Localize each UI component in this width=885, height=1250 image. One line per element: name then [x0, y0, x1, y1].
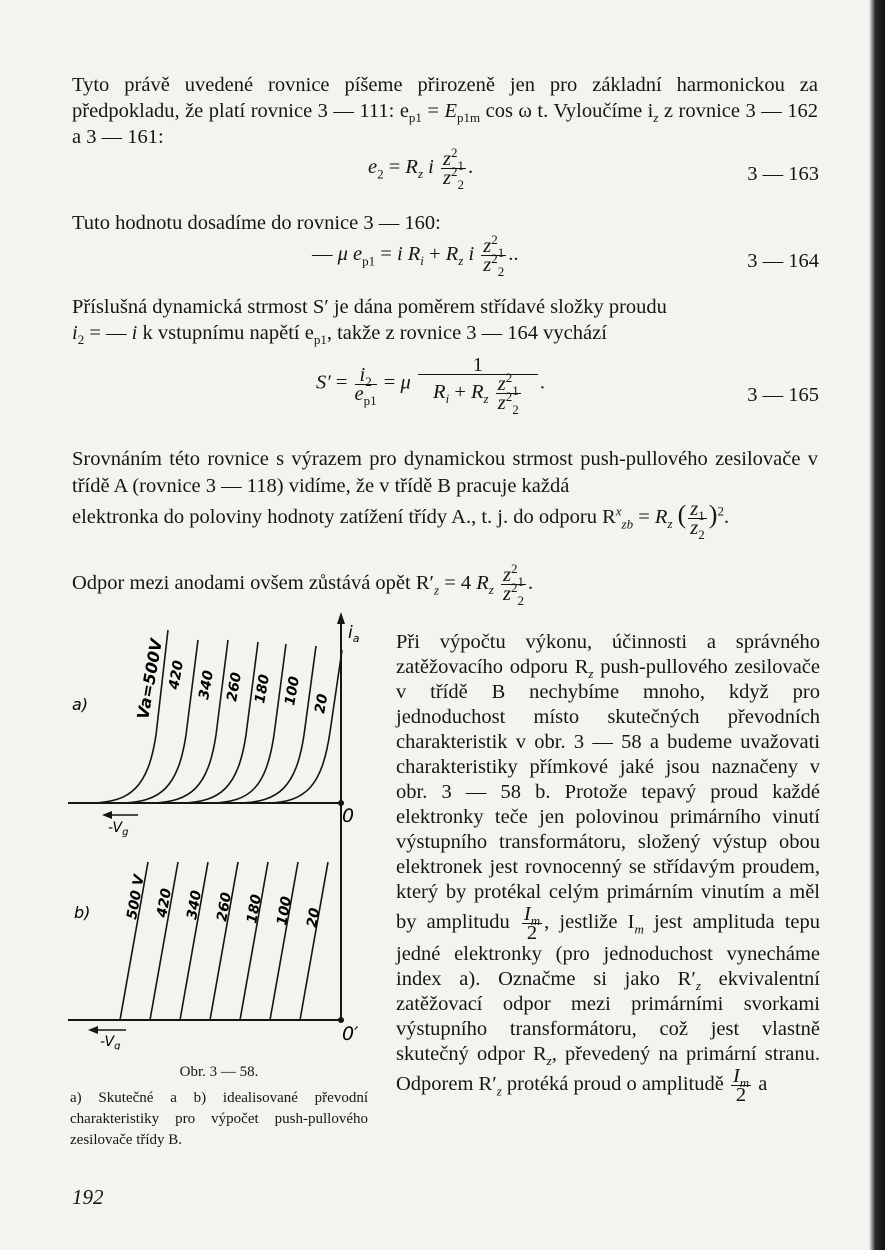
line-b-20	[300, 862, 328, 1020]
paragraph-5: Odpor mezi anodami ovšem zůstává opět $R'_z = 4$ $R_z$ $\frac{z^2_1}{z^2_2}$ .	[72, 561, 534, 609]
vg-label-b: $-V_g$	[100, 1034, 121, 1050]
equation-3-163: $e_2 = R_z$ i $\frac{z^2_1}{z^2_2}$ .	[368, 145, 474, 193]
equation-3-164: — μ $e_{p1} = i$ $R_i + R_z$ i $\frac{z^2_1}{z^2_2}$ ..	[312, 232, 519, 280]
curve-label: 20	[304, 906, 324, 929]
curve-label: 260	[214, 891, 236, 923]
page-number: 192	[72, 1185, 104, 1209]
arrow-left-icon	[88, 1026, 98, 1034]
curve-label: 100	[282, 675, 304, 707]
characteristics-figure	[60, 610, 380, 1050]
origin-label-a: 0	[342, 805, 355, 827]
right-column-text: Při výpočtu výkonu, účinnosti a správného zatěžovacího odporu $R_z$ push-pullového zesilovače v třídě B nechybíme mnoho, když pro jednoduchost místo skutečných převodních charakteristik v obr. 3 — 58 a budeme uvažovati charakteristiky přímkové jaké jsou naznačeny v obr. 3 — 58 b. Protože tepavý proud každé elektronky teče jen polovinou primárního vinutí výstupního transformátoru, složený výstup obou elektronek jest rovnocenný se střídavým proudem, který by protékal celým primárním vinutím a měl by amplitudu $\frac{I_m}{2}$ , jestliže $I_m$ jest amplituda tepu jedné elektronky (pro jednoduchost vynecháme index a). Označme si jako $R'_z$ ekvivalentní zatěžovací odpor mezi primárními svorkami výstupního transformátoru, což jest vlastně skutečný odpor $R_z$, převedený na primární stranu. Odporem $R'_z$ protéká proud o amplitudě $\frac{I_m}{2}$ a	[396, 631, 820, 1106]
origin-label-b: 0′	[342, 1023, 359, 1045]
line-b-340	[180, 862, 208, 1020]
page-edge-shadow	[869, 0, 885, 1250]
line-b-100	[270, 862, 298, 1020]
lines-b	[120, 862, 328, 1020]
line-b-180	[240, 862, 268, 1020]
paragraph-4: Srovnáním této rovnice s výrazem pro dynamickou strmost push-pullového zesilovače v třídě A (rovnice 3 — 118) vidíme, že v třídě B pracuje každá elektronka do poloviny hodnoty zatížení třídy A., t. j. do odporu $R^x_{zb} = R_z$ ( $\frac{z_1}{z_2}$ )$^2$.	[72, 448, 818, 543]
curve-label: 420	[166, 659, 188, 691]
paragraph-3: Příslušná dynamická strmost S′ je dána poměrem střídavé složky proudu $i_2$ = — i k vstupnímu napětí $e_{p1}$, takže z rovnice 3 — 164 vychází	[72, 296, 667, 348]
curve-a-100	[240, 646, 316, 803]
curves-a	[92, 630, 342, 803]
curve-label: 260	[224, 671, 246, 703]
arrow-left-icon	[102, 811, 112, 819]
line-b-420	[150, 862, 178, 1020]
curve-labels-b	[124, 873, 323, 929]
figure-caption-text: a) Skutečné a b) idealisované převodní charakteristiky pro výpočet push-pullového zesilovače třídy B.	[70, 1090, 368, 1148]
equation-3-165: S′ = $\frac{i_2}{e_{p1}}$ = μ 1 $R_i + R_z$ $\frac{z^2_1}{z^2_2}$ .	[316, 354, 546, 418]
curve-label: 500 V	[124, 873, 148, 921]
paragraph-2: Tuto hodnotu dosadíme do rovnice 3 — 160:	[72, 212, 441, 234]
equation-number: 3 — 165	[747, 384, 819, 406]
curve-a-180	[212, 644, 286, 803]
label-a: a)	[72, 695, 89, 714]
curve-a-260	[182, 642, 258, 803]
line-b-260	[210, 862, 238, 1020]
curve-label: 180	[244, 893, 266, 925]
curve-label: 340	[184, 889, 206, 921]
ia-arrow-icon	[337, 612, 345, 624]
vg-label-a: $-V_g$	[108, 820, 129, 838]
paragraph-1: Tyto právě uvedené rovnice píšeme přirozeně jen pro základní harmonickou za předpokladu, že platí rovnice 3 — 111: $e_{p1} = E_{p1m}$ cos ω t. Vyloučíme $i_z$ z rovnice 3 — 162 a 3 — 161:	[72, 74, 818, 148]
figure-caption-title: Obr. 3 — 58.	[179, 1064, 259, 1080]
curve-label: 340	[196, 669, 218, 701]
curve-label: Va=500V	[133, 637, 167, 721]
ia-label: $i_a$	[348, 623, 360, 645]
equation-number: 3 — 164	[747, 250, 819, 272]
curve-label: 180	[252, 673, 274, 705]
equation-number: 3 — 163	[747, 163, 819, 185]
curve-label: 420	[154, 887, 176, 919]
curve-label: 20	[312, 692, 332, 715]
curve-label: 100	[274, 895, 296, 927]
label-b: b)	[74, 903, 91, 922]
